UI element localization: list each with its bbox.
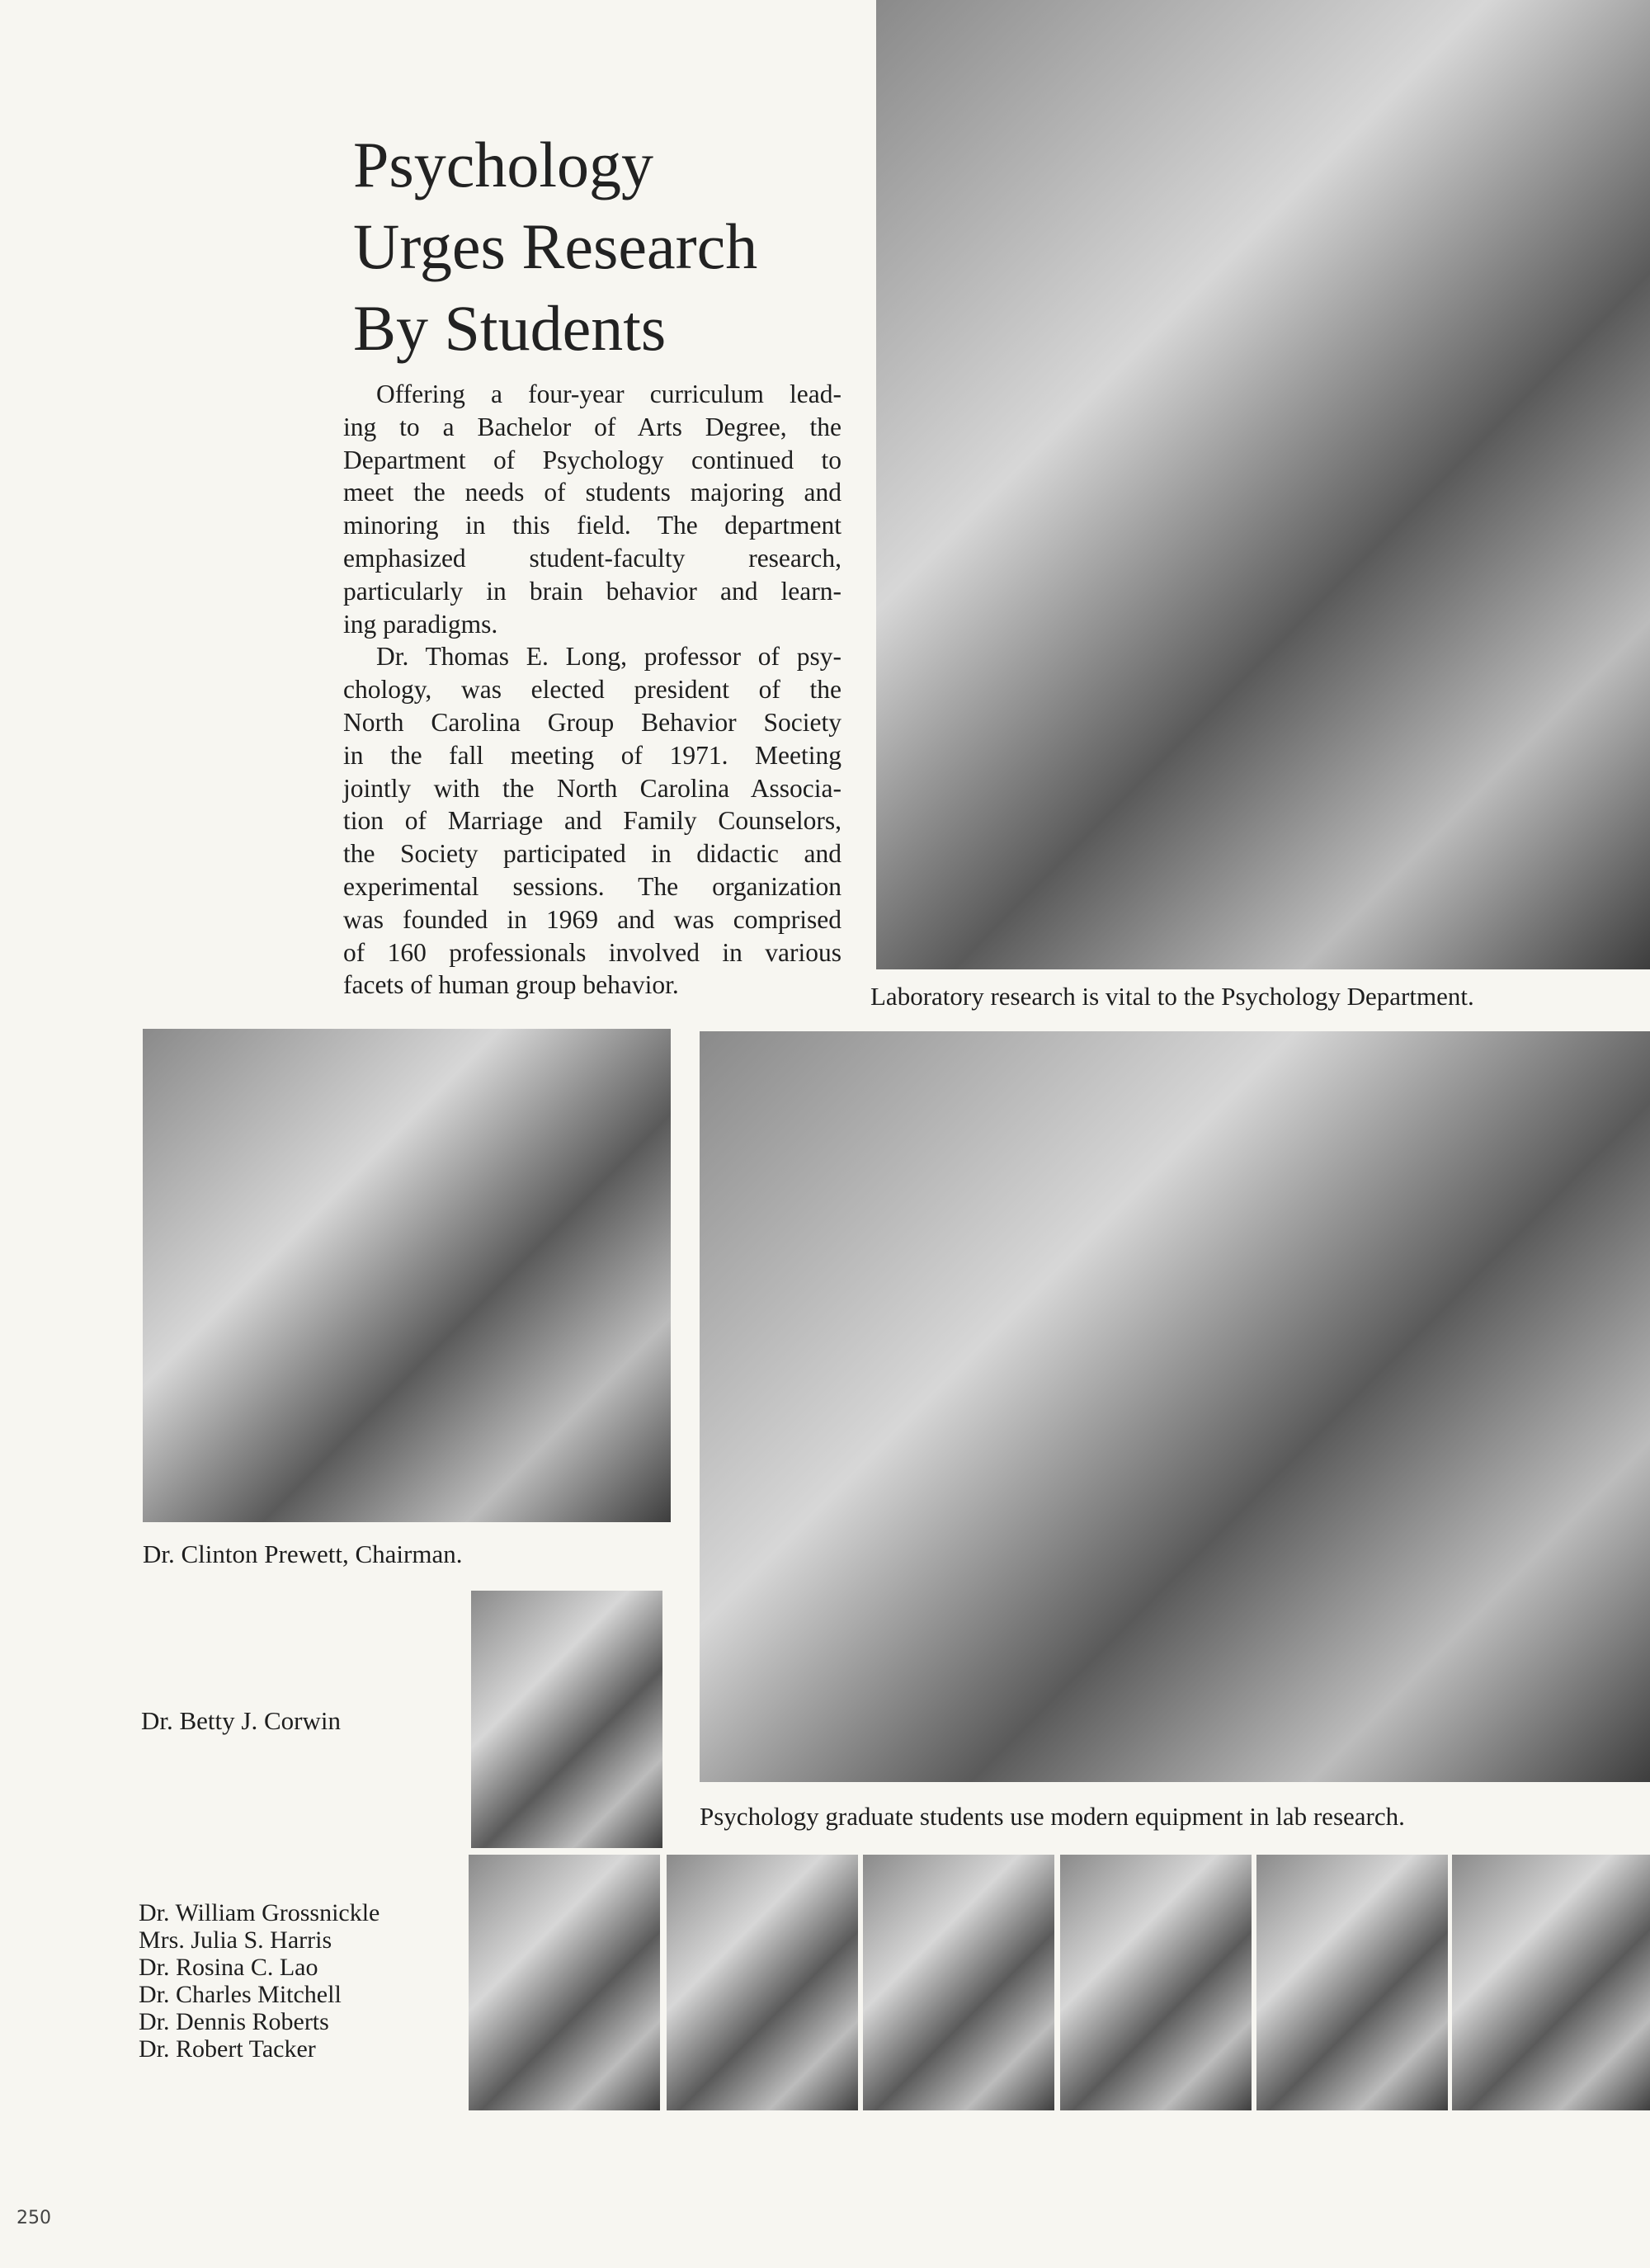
faculty-portrait [667, 1855, 858, 2110]
faculty-name: Dr. Charles Mitchell [139, 1981, 342, 2008]
title-line: Psychology [353, 129, 654, 200]
title-line: By Students [353, 292, 667, 364]
body-line: ing paradigms. [343, 609, 498, 639]
title-line: Urges Research [353, 210, 758, 282]
body-line: ing to a Bachelor of Arts Degree, the [343, 412, 842, 441]
students-photo-caption: Psychology graduate students use modern equipment in lab research. [700, 1802, 1405, 1831]
faculty-name: Dr. William Grossnickle [139, 1899, 380, 1926]
page-number: 250 [16, 2208, 51, 2228]
body-line: Department of Psychology continued to [343, 445, 842, 474]
body-line: tion of Marriage and Family Counselors, [343, 806, 842, 836]
lab-photo-caption: Laboratory research is vital to the Psychology Department. [870, 982, 1474, 1011]
body-line: was founded in 1969 and was comprised [343, 904, 842, 934]
article-body [343, 378, 842, 1002]
body-line: meet the needs of students majoring and [343, 478, 842, 507]
faculty-portrait [863, 1855, 1054, 2110]
faculty-portrait [1452, 1855, 1650, 2110]
students-photo [700, 1031, 1650, 1782]
faculty-name: Mrs. Julia S. Harris [139, 1926, 332, 1954]
body-line: experimental sessions. The organization [343, 871, 842, 901]
corwin-portrait [471, 1591, 662, 1848]
article-title [353, 124, 757, 369]
body-line: Offering a four-year curriculum lead- [376, 380, 842, 408]
body-line: of 160 professionals involved in various [343, 937, 842, 967]
faculty-name: Dr. Dennis Roberts [139, 2008, 329, 2035]
body-line: North Carolina Group Behavior Society [343, 707, 842, 737]
faculty-name: Dr. Robert Tacker [139, 2035, 316, 2063]
faculty-names-list [139, 1899, 380, 2063]
body-line: minoring in this field. The department [343, 511, 842, 540]
body-line: Dr. Thomas E. Long, professor of psy- [376, 642, 842, 672]
body-line: facets of human group behavior. [343, 970, 679, 1000]
body-line: jointly with the North Carolina Associa- [343, 773, 842, 803]
corwin-caption: Dr. Betty J. Corwin [141, 1706, 341, 1735]
chairman-caption: Dr. Clinton Prewett, Chairman. [143, 1540, 463, 1568]
body-line: particularly in brain behavior and learn- [343, 576, 842, 606]
body-line: chology, was elected president of the [343, 675, 842, 705]
chairman-photo [143, 1029, 671, 1522]
faculty-portrait [469, 1855, 660, 2110]
faculty-portrait [1060, 1855, 1252, 2110]
lab-rat-photo [876, 0, 1650, 969]
faculty-portrait [1256, 1855, 1448, 2110]
body-line: in the fall meeting of 1971. Meeting [343, 740, 842, 770]
body-line: the Society participated in didactic and [343, 839, 842, 869]
body-line: emphasized student-faculty research, [343, 543, 842, 573]
faculty-name: Dr. Rosina C. Lao [139, 1954, 318, 1981]
